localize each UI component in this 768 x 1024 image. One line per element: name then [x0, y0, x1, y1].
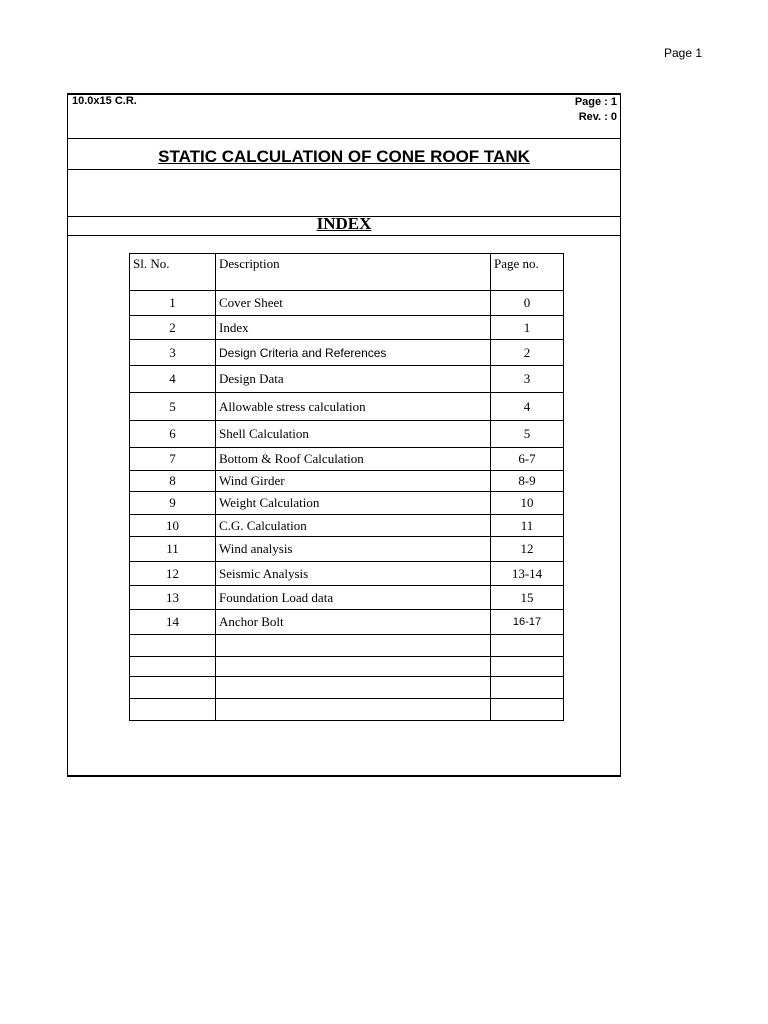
table-row [130, 366, 564, 393]
row-page: 4 [491, 393, 564, 421]
row-sl: 6 [130, 421, 216, 448]
row-sl: 5 [130, 393, 216, 421]
row-page: 11 [491, 515, 564, 537]
row-page: 5 [491, 421, 564, 448]
row-sl: 11 [130, 537, 216, 562]
index-table [129, 253, 564, 721]
table-row-empty [130, 657, 564, 677]
row-description: Anchor Bolt [216, 610, 491, 635]
header-description: Description [216, 254, 491, 291]
row-description: C.G. Calculation [216, 515, 491, 537]
row-page: 6-7 [491, 448, 564, 471]
row-description: Design Criteria and References [216, 340, 491, 366]
index-heading: INDEX [316, 214, 372, 233]
table-row [130, 471, 564, 492]
table-row [130, 586, 564, 610]
row-page: 10 [491, 492, 564, 515]
table-row [130, 562, 564, 586]
row-page: 2 [491, 340, 564, 366]
calculation-sheet [67, 93, 621, 777]
row-page: 16-17 [491, 610, 564, 635]
page-number: Page : 1 [574, 96, 617, 108]
table-row-empty [130, 635, 564, 657]
table-row-empty [130, 699, 564, 721]
row-sl: 9 [130, 492, 216, 515]
row-description: Index [216, 316, 491, 340]
row-description: Allowable stress calculation [216, 393, 491, 421]
row-description: Bottom & Roof Calculation [216, 448, 491, 471]
page-label: Page 1 [664, 46, 703, 60]
row-page: 15 [491, 586, 564, 610]
revision-number: Rev. : 0 [578, 111, 617, 123]
table-row [130, 291, 564, 316]
row-description: Wind Girder [216, 471, 491, 492]
row-description: Shell Calculation [216, 421, 491, 448]
row-page: 3 [491, 366, 564, 393]
table-row [130, 340, 564, 366]
row-description: Foundation Load data [216, 586, 491, 610]
document-title: STATIC CALCULATION OF CONE ROOF TANK [158, 147, 530, 166]
row-sl: 4 [130, 366, 216, 393]
row-description: Design Data [216, 366, 491, 393]
row-description: Weight Calculation [216, 492, 491, 515]
row-sl: 7 [130, 448, 216, 471]
table-row [130, 515, 564, 537]
row-sl: 14 [130, 610, 216, 635]
row-page: 1 [491, 316, 564, 340]
document-id: 10.0x15 C.R. [72, 95, 137, 107]
row-sl: 3 [130, 340, 216, 366]
table-row-empty [130, 677, 564, 699]
row-sl: 8 [130, 471, 216, 492]
row-description: Seismic Analysis [216, 562, 491, 586]
row-page: 13-14 [491, 562, 564, 586]
row-page: 8-9 [491, 471, 564, 492]
row-description: Wind analysis [216, 537, 491, 562]
row-sl: 12 [130, 562, 216, 586]
table-header-row [130, 254, 564, 291]
header-sl-no: Sl. No. [130, 254, 216, 291]
row-sl: 10 [130, 515, 216, 537]
table-row [130, 393, 564, 421]
table-row [130, 610, 564, 635]
page-revision-block [575, 95, 617, 125]
header-page-no: Page no. [491, 254, 564, 291]
row-page: 0 [491, 291, 564, 316]
row-description: Cover Sheet [216, 291, 491, 316]
divider [68, 235, 620, 236]
table-row [130, 316, 564, 340]
row-sl: 2 [130, 316, 216, 340]
table-row [130, 492, 564, 515]
table-row [130, 448, 564, 471]
divider [68, 169, 620, 170]
row-sl: 1 [130, 291, 216, 316]
table-row [130, 421, 564, 448]
row-page: 12 [491, 537, 564, 562]
divider [68, 138, 620, 139]
row-sl: 13 [130, 586, 216, 610]
table-row [130, 537, 564, 562]
